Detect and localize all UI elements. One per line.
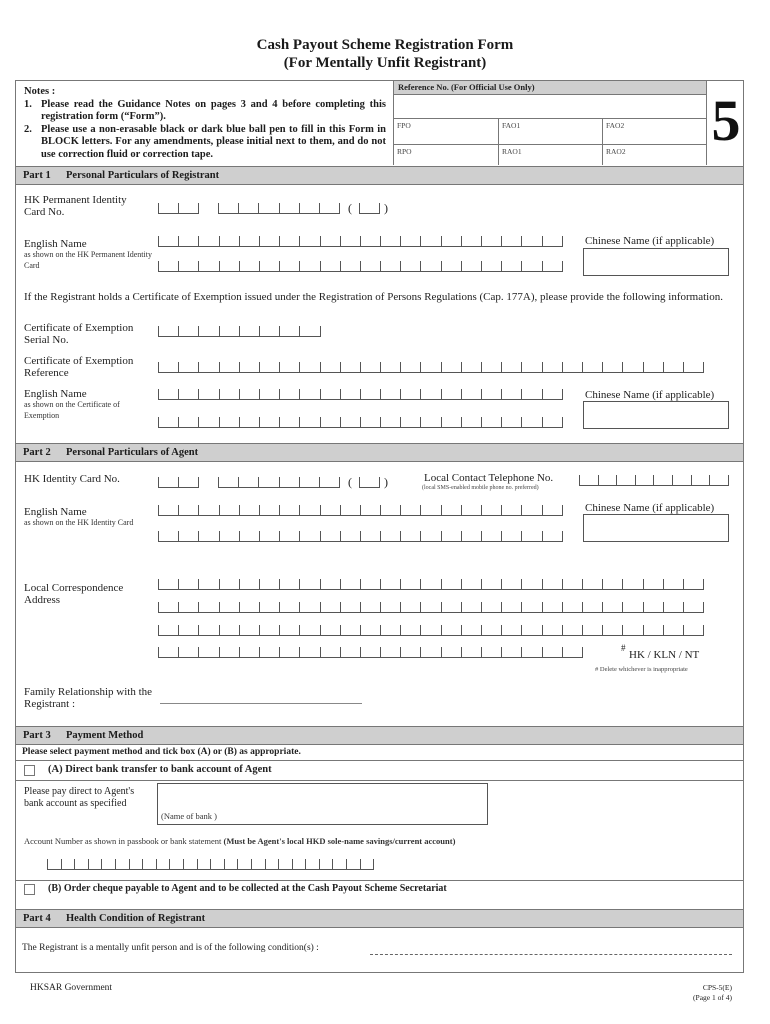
- cert-english-name-label: English Name: [24, 388, 87, 400]
- divider: [15, 880, 744, 881]
- health-statement: The Registrant is a mentally unfit person and is of the following condition(s) :: [22, 943, 319, 953]
- cert-serial-label: Certificate of Exemption Serial No.: [24, 322, 134, 346]
- notes-heading: Notes :: [24, 86, 56, 97]
- address-label: Local Correspondence Address: [24, 582, 124, 606]
- notes-section: [24, 86, 386, 161]
- district-note: # Delete whichever is inappropriate: [595, 666, 688, 673]
- agent-english-name-line2[interactable]: [158, 531, 563, 542]
- form-number: 5: [711, 88, 741, 153]
- option-b-label: (B) Order cheque payable to Agent and to be collected at the Cash Payout Scheme Secretariat: [48, 883, 447, 894]
- ref-cell-fao1: FAO1: [498, 118, 602, 144]
- hkid-label: HK Permanent Identity Card No.: [24, 194, 127, 218]
- agent-hkid-digits[interactable]: [218, 477, 340, 488]
- footer-page: (Page 1 of 4): [693, 993, 732, 1002]
- close-paren: ): [384, 201, 388, 215]
- relationship-label: Family Relationship with the Registrant :: [24, 686, 153, 710]
- cert-english-name-line1[interactable]: [158, 389, 563, 400]
- cert-ref-field[interactable]: [158, 362, 704, 373]
- cert-chinese-name-label: Chinese Name (if applicable): [585, 389, 715, 401]
- option-a-checkbox[interactable]: [24, 765, 35, 776]
- registrant-hkid-check[interactable]: [359, 203, 380, 214]
- payment-instruction: Please select payment method and tick box (A) or (B) as appropriate.: [22, 747, 301, 757]
- part2-header: Part 2 Personal Particulars of Agent: [16, 443, 743, 462]
- phone-label: Local Contact Telephone No.: [424, 472, 554, 484]
- open-paren: (: [348, 201, 352, 215]
- registrant-hkid-digits[interactable]: [218, 203, 340, 214]
- agent-chinese-name-label: Chinese Name (if applicable): [585, 502, 715, 514]
- official-reference-box: [393, 81, 707, 165]
- agent-english-name-label: English Name: [24, 506, 87, 518]
- ref-cell-rpo: RPO: [394, 144, 498, 165]
- registrant-english-name-line2[interactable]: [158, 261, 563, 272]
- note-item: 2. Please use a non-erasable black or dark blue ball pen to fill in this Form in BLOCK letters. For any amendments, please initial next to them, and do not use correction fluid or correction tape.: [24, 123, 386, 160]
- bank-name-field[interactable]: [157, 783, 488, 825]
- health-condition-field[interactable]: [370, 954, 732, 955]
- registrant-chinese-name-field[interactable]: [583, 248, 729, 276]
- agent-hkid-label: HK Identity Card No.: [24, 473, 120, 485]
- english-name-sub: as shown on the HK Permanent Identity Card: [24, 250, 152, 270]
- note-item: 1. Please read the Guidance Notes on pages 3 and 4 before completing this registration form (“Form”).: [24, 98, 386, 122]
- divider: [15, 780, 744, 781]
- part1-header: Part 1 Personal Particulars of Registrant: [16, 166, 743, 185]
- ref-cell-rao1: RAO1: [498, 144, 602, 165]
- cert-chinese-name-field[interactable]: [583, 401, 729, 429]
- agent-hkid-prefix[interactable]: [158, 477, 199, 488]
- open-paren: (: [348, 475, 352, 489]
- address-line2[interactable]: [158, 602, 704, 613]
- cert-english-name-sub: as shown on the Certificate of Exemption: [24, 400, 120, 420]
- registrant-hkid-prefix[interactable]: [158, 203, 199, 214]
- agent-hkid-check[interactable]: [359, 477, 380, 488]
- option-b-checkbox[interactable]: [24, 884, 35, 895]
- agent-phone-field[interactable]: [579, 475, 729, 486]
- exemption-intro: If the Registrant holds a Certificate of Exemption issued under the Registration of Persons Regulations (Cap. 177A), please provide the following information.: [24, 291, 723, 303]
- address-line4[interactable]: [158, 647, 583, 658]
- phone-sub: (local SMS-enabled mobile phone no. preferred): [422, 485, 539, 491]
- agent-chinese-name-field[interactable]: [583, 514, 729, 542]
- cert-serial-field[interactable]: [158, 326, 321, 337]
- agent-english-name-sub: as shown on the HK Identity Card: [24, 518, 134, 527]
- account-number-field[interactable]: [47, 859, 374, 870]
- part4-header: Part 4 Health Condition of Registrant: [16, 909, 743, 928]
- relationship-field[interactable]: [160, 703, 362, 704]
- cert-english-name-line2[interactable]: [158, 417, 563, 428]
- footer-government: HKSAR Government: [30, 983, 113, 993]
- footer-form-code: CPS-5(E): [702, 983, 732, 992]
- form-subtitle: (For Mentally Unfit Registrant): [283, 55, 487, 71]
- address-line3[interactable]: [158, 625, 704, 636]
- close-paren: ): [384, 475, 388, 489]
- form-title: Cash Payout Scheme Registration Form: [256, 37, 514, 53]
- ref-cell-fao2: FAO2: [602, 118, 707, 144]
- district-options[interactable]: HK / KLN / NT: [629, 649, 700, 661]
- pay-direct-label: Please pay direct to Agent's bank account as specified: [24, 786, 135, 809]
- agent-english-name-line1[interactable]: [158, 505, 563, 516]
- chinese-name-label: Chinese Name (if applicable): [585, 235, 715, 247]
- address-line1[interactable]: [158, 579, 704, 590]
- bank-name-hint: (Name of bank ): [161, 811, 217, 821]
- ref-cell-fpo: FPO: [394, 118, 498, 144]
- registrant-english-name-line1[interactable]: [158, 236, 563, 247]
- account-label: Account Number as shown in passbook or bank statement (Must be Agent's local HKD sole-name savings/current account): [24, 836, 456, 846]
- divider: [15, 760, 744, 761]
- reference-heading: Reference No. (For Official Use Only): [394, 81, 706, 95]
- part3-header: Part 3 Payment Method: [16, 726, 743, 745]
- english-name-label: English Name: [24, 238, 87, 250]
- cert-ref-label: Certificate of Exemption Reference: [24, 355, 134, 379]
- option-a-label: (A) Direct bank transfer to bank account of Agent: [48, 764, 272, 775]
- district-hash: #: [621, 643, 626, 653]
- ref-cell-rao2: RAO2: [602, 144, 707, 165]
